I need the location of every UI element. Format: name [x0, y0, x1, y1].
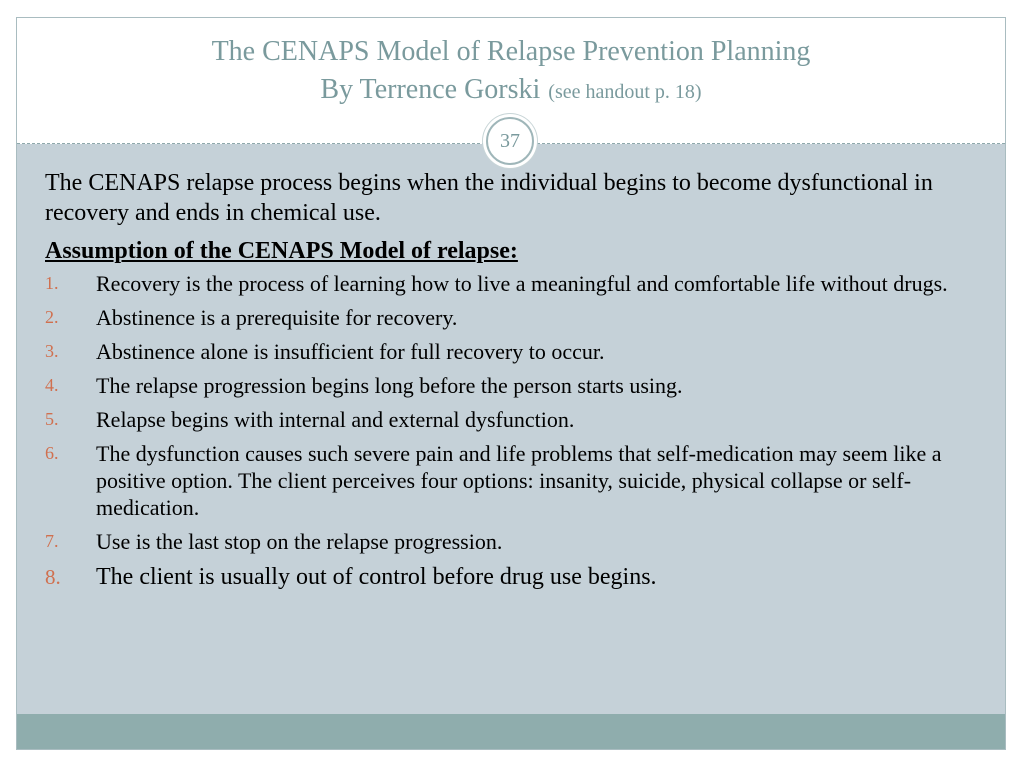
- list-item: [45, 406, 975, 433]
- list-number: 6.: [45, 443, 59, 463]
- list-number: 4.: [45, 375, 59, 395]
- assumption-list: [45, 270, 975, 592]
- author-line: By Terrence Gorski: [320, 74, 541, 105]
- list-text: Abstinence alone is insufficient for full recovery to occur.: [96, 339, 605, 364]
- list-number: 3.: [45, 341, 59, 361]
- list-item: [45, 304, 975, 331]
- slide-title: The CENAPS Model of Relapse Prevention Planning: [211, 36, 811, 67]
- list-text: Relapse begins with internal and external dysfunction.: [96, 407, 575, 432]
- list-number: 1.: [45, 273, 59, 293]
- footer-bar: [17, 714, 1005, 749]
- content-area: [17, 144, 1005, 716]
- handout-note: (see handout p. 18): [548, 81, 702, 103]
- list-text: The client is usually out of control before drug use begins.: [96, 564, 657, 590]
- intro-paragraph: The CENAPS relapse process begins when the individual begins to become dysfunctional in recovery and ends in chemical use.: [45, 170, 933, 226]
- slide-number-badge: 37: [486, 117, 534, 165]
- slide: [16, 17, 1006, 750]
- list-text: The dysfunction causes such severe pain and life problems that self-medication may seem like a positive option. The client perceives four options: insanity, suicide, physical collapse or self-medication.: [96, 441, 942, 520]
- list-text: Recovery is the process of learning how to live a meaningful and comfortable life without drugs.: [96, 271, 948, 296]
- list-item: [45, 562, 975, 592]
- list-number: 2.: [45, 307, 59, 327]
- list-text: Use is the last stop on the relapse progression.: [96, 529, 503, 554]
- list-text: Abstinence is a prerequisite for recovery.: [96, 305, 458, 330]
- list-item: [45, 440, 975, 521]
- slide-subtitle: [17, 73, 1005, 109]
- assumption-heading: Assumption of the CENAPS Model of relapse:: [45, 238, 518, 264]
- list-text: The relapse progression begins long before the person starts using.: [96, 373, 683, 398]
- list-number: 5.: [45, 409, 59, 429]
- list-item: [45, 338, 975, 365]
- body-text: [45, 168, 975, 599]
- list-number: 7.: [45, 531, 59, 551]
- list-item: [45, 372, 975, 399]
- list-item: [45, 528, 975, 555]
- list-item: [45, 270, 975, 297]
- list-number: 8.: [45, 565, 61, 589]
